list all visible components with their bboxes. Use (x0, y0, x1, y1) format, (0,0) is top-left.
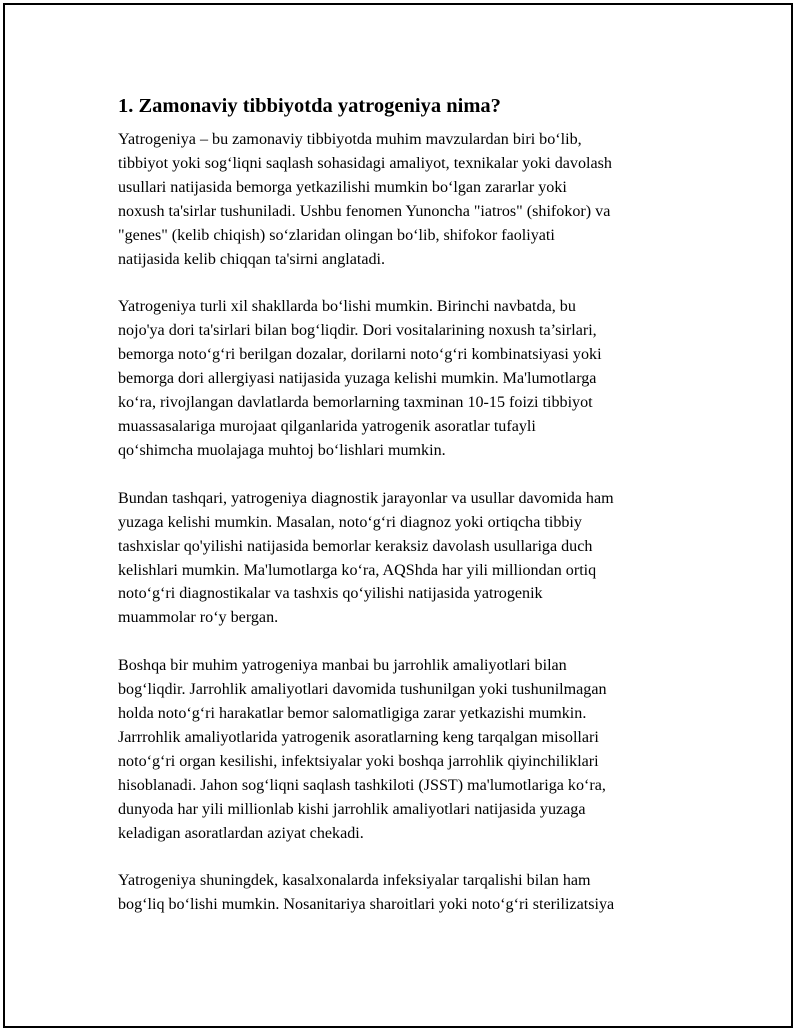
section-heading: 1. Zamonaviy tibbiyotda yatrogeniya nima? (118, 95, 501, 117)
text-line: muammolar ro‘y bergan. (118, 609, 279, 627)
text-line: tashxislar qo'yilishi natijasida bemorlar keraksiz davolash usullariga duch (118, 537, 593, 555)
text-line: tibbiyot yoki sog‘liqni saqlash sohasidagi amaliyot, texnikalar yoki davolash (118, 154, 612, 172)
text-line: bemorga dori allergiyasi natijasida yuzaga kelishi mumkin. Ma'lumotlarga (118, 370, 597, 388)
text-line: kelishlari mumkin. Ma'lumotlarga ko‘ra, AQShda har yili milliondan ortiq (118, 561, 597, 579)
text-line: Boshqa bir muhim yatrogeniya manbai bu jarrohlik amaliyotlari bilan (118, 657, 567, 675)
paragraph-5 (118, 869, 688, 917)
text-line: yuzaga kelishi mumkin. Masalan, noto‘g‘ri diagnoz yoki ortiqcha tibbiy (118, 513, 582, 531)
text-line: Yatrogeniya turli xil shakllarda bo‘lishi mumkin. Birinchi navbatda, bu (118, 298, 576, 316)
text-line: "genes" (kelib chiqish) so‘zlaridan olingan bo‘lib, shifokor faoliyati (118, 226, 555, 244)
text-line: keladigan asoratlardan aziyat chekadi. (118, 824, 364, 842)
text-line: muassasalariga murojaat qilganlarida yatrogenik asoratlar tufayli (118, 417, 536, 435)
paragraph-3 (118, 487, 688, 630)
text-line: noto‘g‘ri diagnostikalar va tashxis qo‘yilishi natijasida yatrogenik (118, 585, 543, 603)
text-line: nojo'ya dori ta'sirlari bilan bog‘liqdir. Dori vositalarining noxush ta’sirlari, (118, 322, 597, 340)
text-line: usullari natijasida bemorga yetkazilishi mumkin bo‘lgan zararlar yoki (118, 178, 567, 196)
text-line: hisoblanadi. Jahon sog‘liqni saqlash tashkiloti (JSST) ma'lumotlariga ko‘ra, (118, 776, 606, 794)
text-line: dunyoda har yili millionlab kishi jarrohlik amaliyotlari natijasida yuzaga (118, 800, 586, 818)
paragraph-4 (118, 654, 688, 845)
text-line: ko‘ra, rivojlangan davlatlarda bemorlarning taxminan 10-15 foizi tibbiyot (118, 394, 593, 412)
document-body (118, 93, 688, 941)
text-line: noto‘g‘ri organ kesilishi, infektsiyalar yoki boshqa jarrohlik qiyinchiliklari (118, 752, 599, 770)
text-line: bog‘liq bo‘lishi mumkin. Nosanitariya sharoitlari yoki noto‘g‘ri sterilizatsiya (118, 896, 615, 914)
text-line: Yatrogeniya shuningdek, kasalxonalarda infeksiyalar tarqalishi bilan ham (118, 872, 591, 890)
text-line: noxush ta'sirlar tushuniladi. Ushbu fenomen Yunoncha "iatros" (shifokor) va (118, 202, 611, 220)
text-line: bog‘liqdir. Jarrohlik amaliyotlari davomida tushunilgan yoki tushunilmagan (118, 681, 607, 699)
text-line: bemorga noto‘g‘ri berilgan dozalar, dorilarni noto‘g‘ri kombinatsiyasi yoki (118, 346, 602, 364)
text-line: qo‘shimcha muolajaga muhtoj bo‘lishlari mumkin. (118, 441, 446, 459)
text-line: Bundan tashqari, yatrogeniya diagnostik jarayonlar va usullar davomida ham (118, 489, 614, 507)
text-line: Jarrrohlik amaliyotlarida yatrogenik asoratlarning keng tarqalgan misollari (118, 728, 599, 746)
text-line: holda noto‘g‘ri harakatlar bemor salomatligiga zarar yetkazishi mumkin. (118, 705, 587, 723)
text-line: natijasida kelib chiqqan ta'sirni anglatadi. (118, 250, 386, 268)
paragraph-2 (118, 295, 688, 462)
paragraph-1 (118, 128, 688, 271)
text-line: Yatrogeniya – bu zamonaviy tibbiyotda muhim mavzulardan biri bo‘lib, (118, 131, 582, 148)
